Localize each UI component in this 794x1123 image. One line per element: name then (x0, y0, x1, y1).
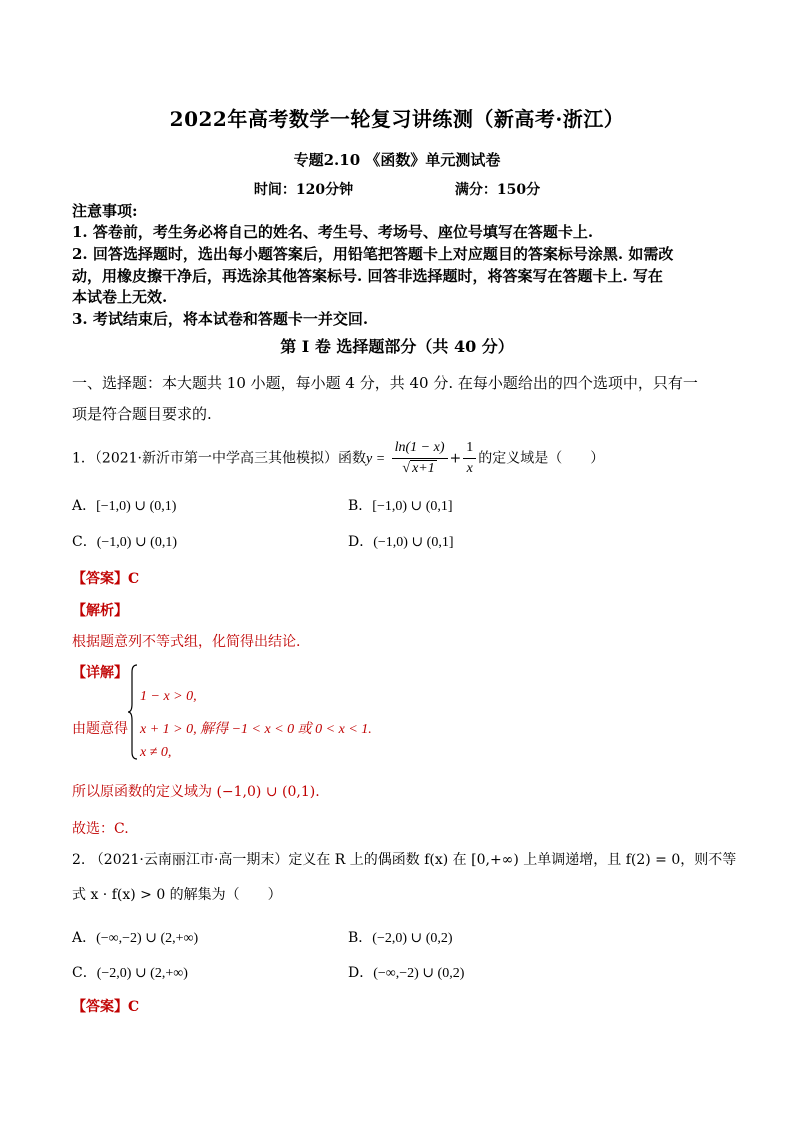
fraction-1-numerator: ln(1 − x) (392, 438, 448, 459)
time-label: 时间：120分钟 (253, 182, 354, 198)
q2-option-b (348, 928, 453, 949)
system-line-3: x ≠ 0, (140, 745, 172, 760)
document-subtitle: 专题2.10 《函数》单元测试卷 (293, 151, 501, 169)
q1-option-c (72, 532, 177, 553)
option-label: B． (348, 498, 373, 514)
q2-option-d (348, 963, 464, 984)
function-lhs: y = (366, 451, 386, 467)
intro-line-2: 项是符合题目要求的. (72, 405, 212, 423)
option-value: (−2,0) ∪ (0,2) (372, 931, 453, 946)
question-2-line-2: 式 x · f(x) > 0 的解集为（ ） (72, 887, 282, 903)
question-1-stem: 1．（2021·新沂市第一中学高三其他模拟）函数y = $\frac{\ln(1 - x)}{√ x+1}$ + $\frac{1}{x}$ 的定义域是（ ） (72, 438, 604, 479)
q1-answer: 【答案】C (72, 571, 140, 587)
section-title: 第 I 卷 选择题部分（共 40 分） (280, 337, 514, 356)
brace-icon (128, 664, 138, 760)
option-label: A． (72, 498, 97, 514)
q1-detail-tag: 【详解】 (72, 665, 128, 681)
notice-item-2-line-3: 本试卷上无效. (72, 288, 168, 306)
q1-conclusion: 所以原函数的定义域为 (−1,0) ∪ (0,1). (72, 784, 320, 800)
sqrt-radicand: x+1 (412, 461, 435, 476)
q1-analysis-tag: 【解析】 (72, 603, 128, 619)
option-value: (−1,0) ∪ (0,1] (373, 535, 454, 550)
exam-info (0, 179, 794, 199)
option-label: C． (72, 534, 97, 550)
option-label: A． (72, 930, 97, 946)
q2-answer: 【答案】C (72, 999, 140, 1015)
fraction-2-denominator: x (466, 461, 473, 476)
fraction-2-numerator: 1 (463, 438, 476, 459)
question-2-line-1: 2. （2021·云南丽江市·高一期末）定义在 R 上的偶函数 f(x) 在 [0,+∞) 上单调递增，且 f(2) = 0，则不等 (72, 852, 737, 868)
q2-option-a (72, 928, 198, 949)
option-value: [−1,0) ∪ (0,1) (96, 499, 177, 514)
notice-item-2-line-2: 动，用橡皮擦干净后，再选涂其他答案标号. 回答非选择题时，将答案写在答题卡上. 写在 (72, 267, 663, 285)
q1-detail-prefix: 由题意得 (72, 721, 128, 737)
option-label: D． (348, 534, 374, 550)
document-title: 2022年高考数学一轮复习讲练测（新高考·浙江） (169, 107, 625, 131)
question-1-prefix: 1．（2021·新沂市第一中学高三其他模拟）函数 (72, 450, 366, 467)
fraction-1-denominator: √ x+1 (402, 461, 435, 476)
option-label: B． (348, 930, 373, 946)
q1-analysis-text: 根据题意列不等式组，化简得出结论. (72, 634, 301, 650)
option-label: C． (72, 965, 97, 981)
system-line-2: x + 1 > 0, 解得 −1 < x < 0 或 0 < x < 1. (140, 722, 372, 737)
notice-item-2-line-1: 2. 回答选择题时，选出每小题答案后，用铅笔把答题卡上对应题目的答案标号涂黑. 如需改 (72, 245, 674, 263)
q2-option-c (72, 963, 188, 984)
notice-item-3: 3. 考试结束后，将本试卷和答题卡一并交回. (72, 310, 369, 328)
option-value: (−∞,−2) ∪ (2,+∞) (96, 931, 199, 946)
notice-heading: 注意事项: (72, 202, 138, 220)
option-value: [−1,0) ∪ (0,1] (372, 499, 453, 514)
intro-line-1: 一、选择题：本大题共 10 小题，每小题 4 分，共 40 分. 在每小题给出的四个选项中，只有一 (72, 374, 698, 392)
q1-option-d (348, 532, 454, 553)
question-1-suffix: 的定义域是（ ） (478, 450, 605, 467)
q1-choice: 故选：C. (72, 821, 129, 837)
option-value: (−∞,−2) ∪ (0,2) (373, 966, 465, 981)
notice-item-1: 1. 答卷前，考生务必将自己的姓名、考生号、考场号、座位号填写在答题卡上. (72, 223, 594, 241)
score-label: 满分：150分 (454, 182, 541, 198)
fraction-2 (463, 438, 476, 479)
option-label: D． (348, 965, 374, 981)
option-value: (−2,0) ∪ (2,+∞) (96, 966, 188, 981)
option-value: (−1,0) ∪ (0,1) (96, 535, 177, 550)
fraction-1 (392, 438, 448, 479)
system-line-1: 1 − x > 0, (140, 689, 197, 704)
q1-option-a (72, 496, 176, 517)
q1-option-b (348, 496, 453, 517)
